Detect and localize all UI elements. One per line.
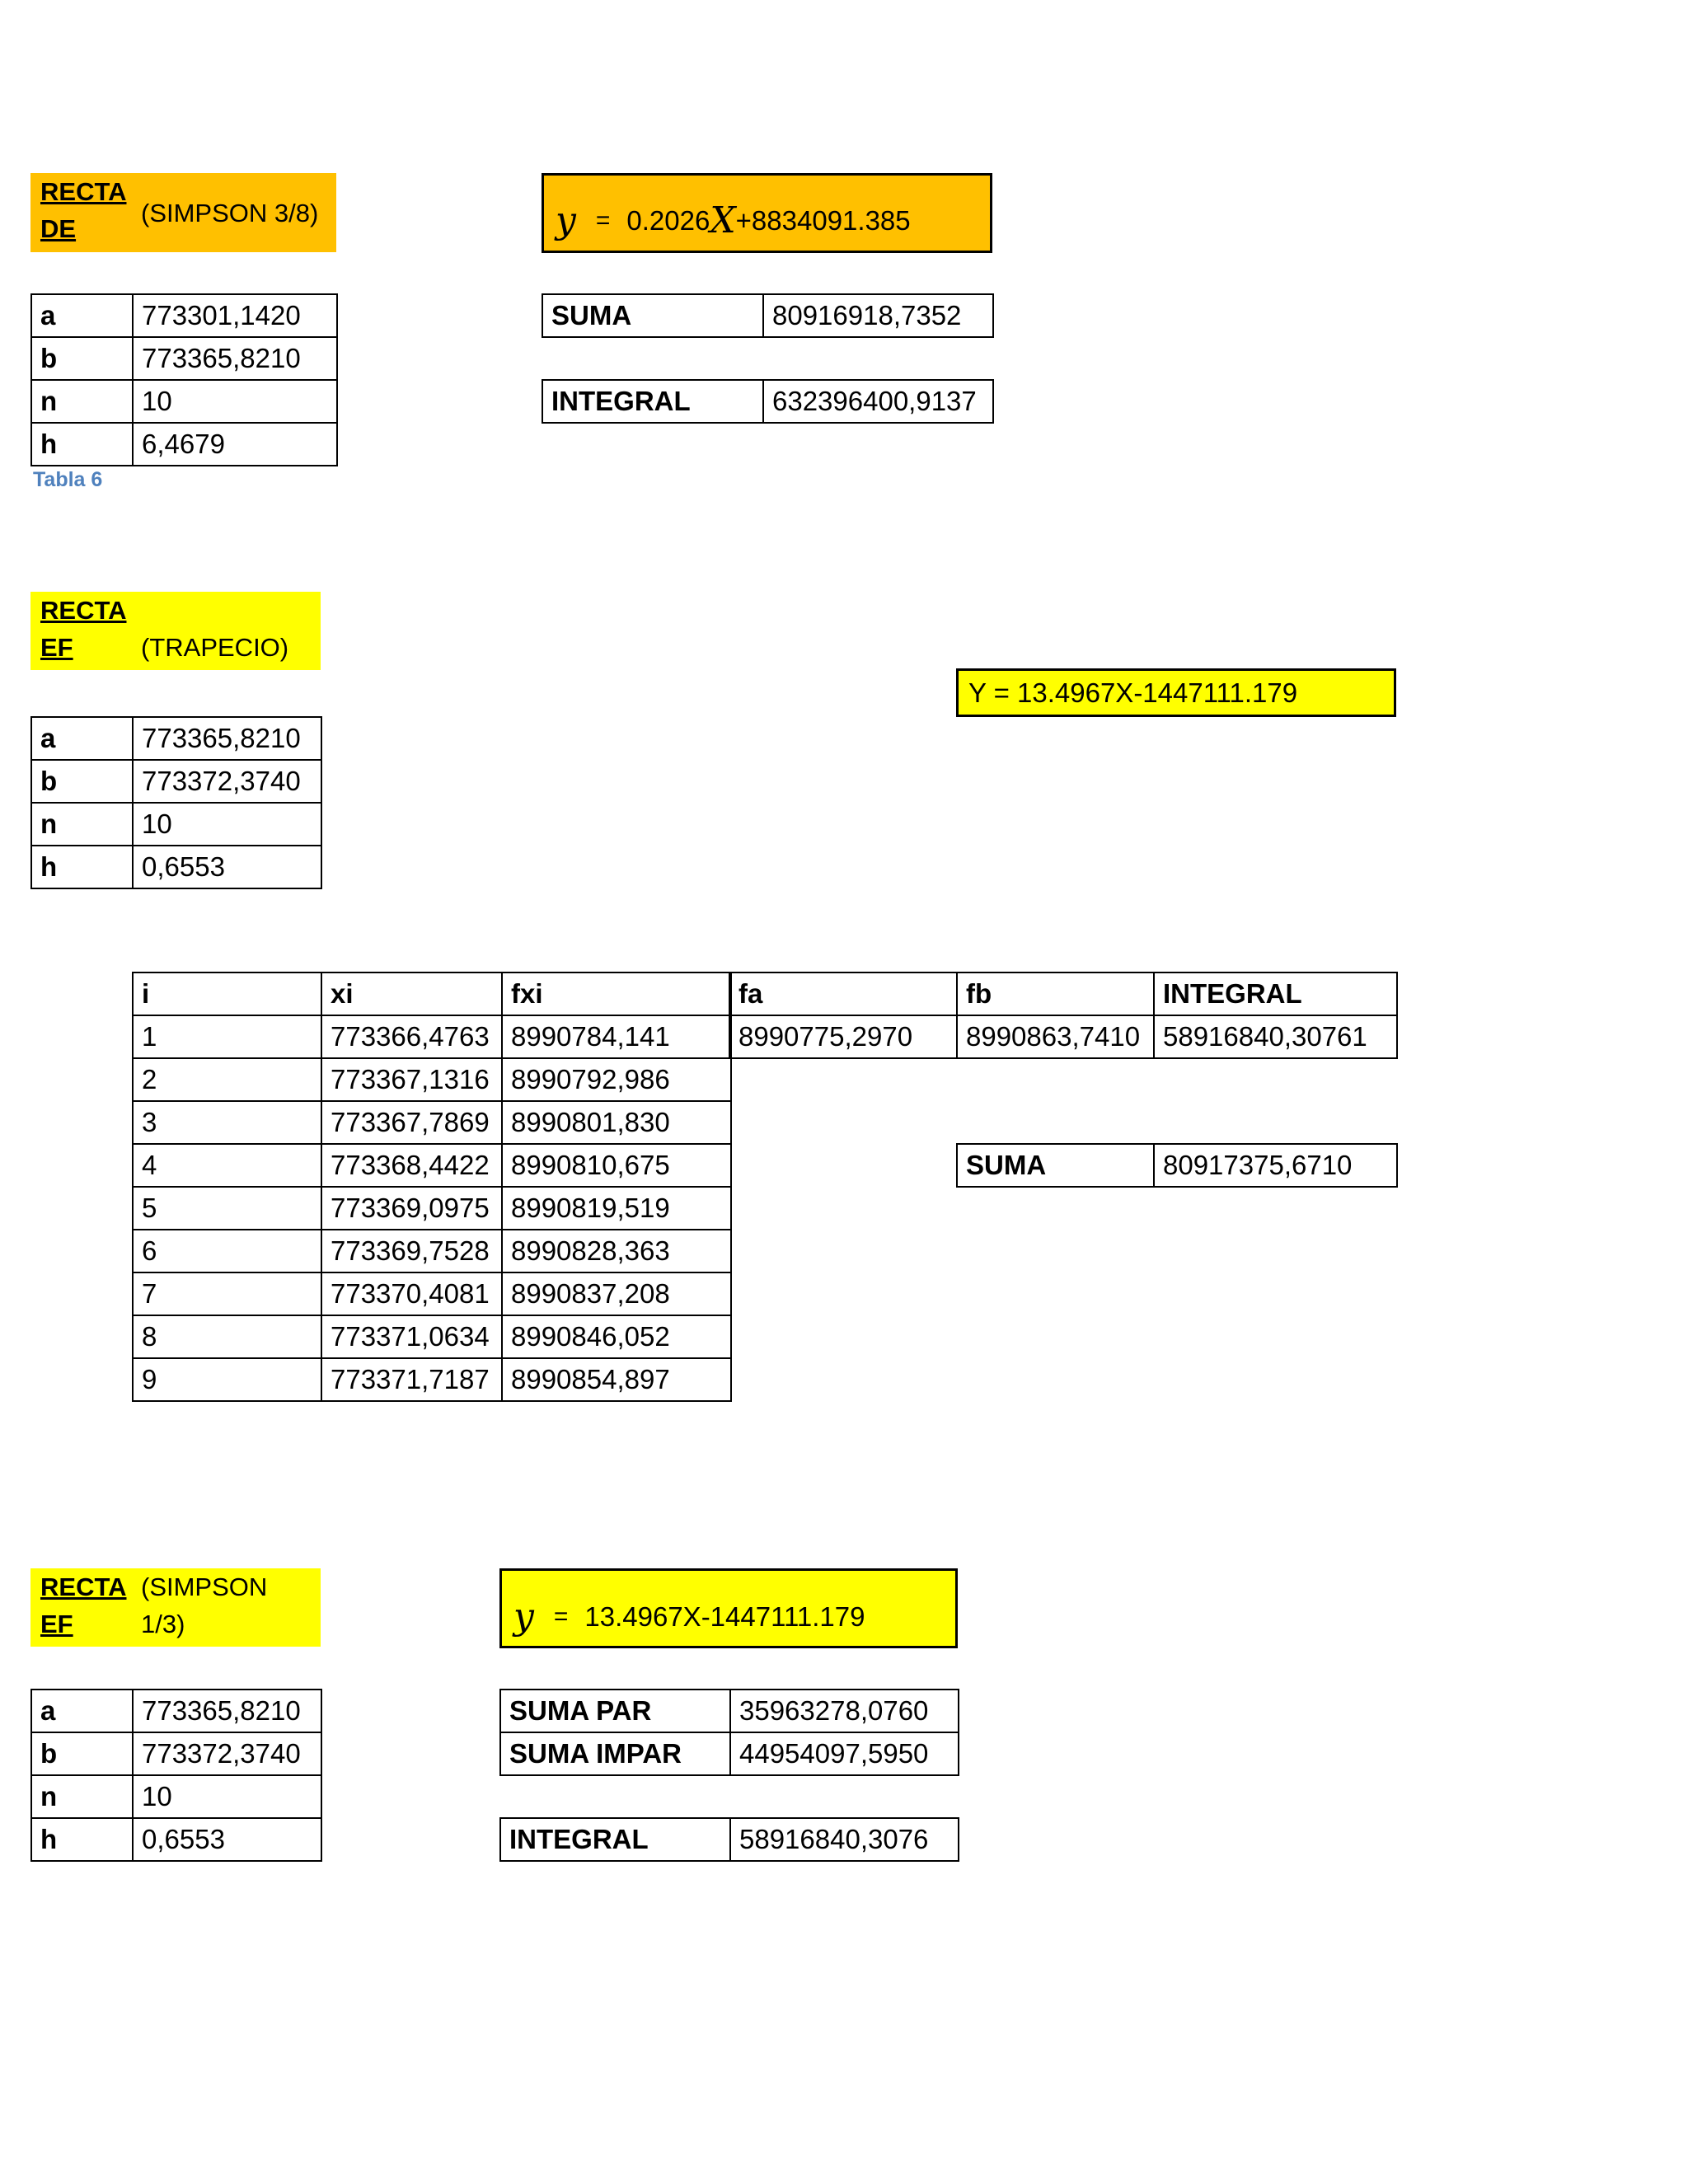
section2-iterations-table (132, 972, 732, 1402)
param-row (31, 1732, 321, 1775)
section3-method (131, 1568, 267, 1647)
suma-impar-value: 44954097,5950 (730, 1732, 959, 1775)
param-key: h (31, 423, 133, 466)
equation-coefficient: 0.2026 (626, 204, 710, 236)
section2-header (30, 592, 321, 670)
cell-xi: 773369,7528 (321, 1230, 502, 1272)
results-row (729, 1015, 1397, 1058)
header-fa: fa (729, 972, 957, 1015)
cell-i: 5 (133, 1187, 321, 1230)
suma-row (957, 1144, 1397, 1187)
param-value: 10 (133, 380, 337, 423)
suma-par-label: SUMA PAR (500, 1690, 730, 1732)
cell-fxi: 8990837,208 (502, 1272, 731, 1315)
title-line1: RECTA (40, 177, 127, 206)
header-integral: INTEGRAL (1154, 972, 1397, 1015)
cell-i: 8 (133, 1315, 321, 1358)
section3-integral-table (499, 1817, 959, 1862)
equation-intercept: +8834091.385 (735, 204, 911, 236)
table-row (133, 1272, 731, 1315)
equation-y-symbol: y (556, 199, 576, 241)
param-value: 773365,8210 (133, 717, 321, 760)
cell-xi: 773368,4422 (321, 1144, 502, 1187)
param-key: n (31, 803, 133, 846)
suma-par-row (500, 1690, 959, 1732)
section2-title (30, 592, 131, 670)
param-key: a (31, 1690, 133, 1732)
param-value: 0,6553 (133, 846, 321, 888)
param-key: n (31, 380, 133, 423)
equation-expression: 13.4967X-1447111.179 (584, 1601, 865, 1632)
param-row (31, 846, 321, 888)
section3-equation (499, 1568, 958, 1648)
param-value: 10 (133, 803, 321, 846)
section3-title (30, 1568, 131, 1647)
cell-i: 6 (133, 1230, 321, 1272)
equation-equals: = (595, 206, 611, 234)
param-row (31, 423, 337, 466)
section2-suma-table (956, 1143, 1398, 1188)
param-key: n (31, 1775, 133, 1818)
method-label: (SIMPSON 3/8) (141, 198, 319, 227)
table-row (133, 1187, 731, 1230)
param-value: 10 (133, 1775, 321, 1818)
cell-fxi: 8990810,675 (502, 1144, 731, 1187)
integral-label: INTEGRAL (542, 380, 763, 423)
equation-equals: = (553, 1602, 569, 1630)
suma-impar-row (500, 1732, 959, 1775)
param-row (31, 337, 337, 380)
title-line2: DE (40, 214, 77, 243)
suma-impar-label: SUMA IMPAR (500, 1732, 730, 1775)
table-row (133, 1101, 731, 1144)
section1-header (30, 173, 336, 252)
header-i: i (133, 972, 321, 1015)
title-line1: RECTA (40, 596, 127, 625)
param-row (31, 760, 321, 803)
param-row (31, 1775, 321, 1818)
param-value: 773301,1420 (133, 294, 337, 337)
cell-xi: 773371,7187 (321, 1358, 502, 1401)
section1-integral-table (542, 379, 994, 424)
integral-row (500, 1818, 959, 1861)
param-key: a (31, 717, 133, 760)
section1-equation (542, 173, 992, 253)
table-row (133, 1058, 731, 1101)
param-value: 773365,8210 (133, 337, 337, 380)
param-value: 0,6553 (133, 1818, 321, 1861)
param-key: b (31, 1732, 133, 1775)
table-row (133, 1315, 731, 1358)
param-row (31, 1818, 321, 1861)
integral-row (542, 380, 993, 423)
cell-fxi: 8990854,897 (502, 1358, 731, 1401)
cell-i: 9 (133, 1358, 321, 1401)
cell-fxi: 8990819,519 (502, 1187, 731, 1230)
cell-xi: 773370,4081 (321, 1272, 502, 1315)
equation-y-symbol: y (513, 1596, 534, 1638)
equation-x-symbol: X (710, 199, 736, 241)
table-row (133, 1144, 731, 1187)
section3-params-table (30, 1689, 322, 1862)
cell-i: 7 (133, 1272, 321, 1315)
cell-fxi: 8990846,052 (502, 1315, 731, 1358)
param-row (31, 803, 321, 846)
suma-label: SUMA (542, 294, 763, 337)
fa-value: 8990775,2970 (729, 1015, 957, 1058)
cell-i: 3 (133, 1101, 321, 1144)
cell-i: 2 (133, 1058, 321, 1101)
cell-xi: 773367,1316 (321, 1058, 502, 1101)
title-line2: EF (40, 633, 73, 662)
param-row (31, 1690, 321, 1732)
suma-value: 80916918,7352 (763, 294, 993, 337)
section1-method (131, 173, 318, 252)
param-row (31, 717, 321, 760)
section2-equation: Y = 13.4967X-1447111.179 (956, 668, 1396, 717)
param-value: 773365,8210 (133, 1690, 321, 1732)
table-row (133, 1015, 731, 1058)
cell-i: 4 (133, 1144, 321, 1187)
method-label: (TRAPECIO) (141, 633, 289, 662)
param-key: h (31, 1818, 133, 1861)
method-line1: (SIMPSON (141, 1572, 268, 1601)
section3-header (30, 1568, 321, 1647)
cell-fxi: 8990792,986 (502, 1058, 731, 1101)
param-value: 773372,3740 (133, 1732, 321, 1775)
param-value: 6,4679 (133, 423, 337, 466)
section1-title (30, 173, 131, 252)
integral-value: 58916840,30761 (1154, 1015, 1397, 1058)
suma-row (542, 294, 993, 337)
cell-xi: 773367,7869 (321, 1101, 502, 1144)
cell-fxi: 8990828,363 (502, 1230, 731, 1272)
cell-fxi: 8990784,141 (502, 1015, 731, 1058)
param-key: b (31, 337, 133, 380)
header-fxi: fxi (502, 972, 731, 1015)
section2-results-table (729, 972, 1398, 1059)
cell-xi: 773371,0634 (321, 1315, 502, 1358)
section3-sums-table (499, 1689, 959, 1776)
method-line2: 1/3) (141, 1610, 185, 1638)
section2-method (131, 592, 288, 670)
integral-label: INTEGRAL (500, 1818, 730, 1861)
cell-i: 1 (133, 1015, 321, 1058)
section2-params-table (30, 716, 322, 889)
table-row (133, 1230, 731, 1272)
title-line1: RECTA (40, 1572, 127, 1601)
suma-label: SUMA (957, 1144, 1154, 1187)
param-key: b (31, 760, 133, 803)
param-row (31, 294, 337, 337)
results-header-row (729, 972, 1397, 1015)
param-key: h (31, 846, 133, 888)
cell-fxi: 8990801,830 (502, 1101, 731, 1144)
param-value: 773372,3740 (133, 760, 321, 803)
header-xi: xi (321, 972, 502, 1015)
param-row (31, 380, 337, 423)
suma-par-value: 35963278,0760 (730, 1690, 959, 1732)
table-row (133, 1358, 731, 1401)
title-line2: EF (40, 1610, 73, 1638)
param-key: a (31, 294, 133, 337)
integral-value: 58916840,3076 (730, 1818, 959, 1861)
cell-xi: 773366,4763 (321, 1015, 502, 1058)
cell-xi: 773369,0975 (321, 1187, 502, 1230)
section1-params-table (30, 293, 338, 466)
header-fb: fb (957, 972, 1154, 1015)
fb-value: 8990863,7410 (957, 1015, 1154, 1058)
table-header-row (133, 972, 731, 1015)
integral-value: 632396400,9137 (763, 380, 993, 423)
table-caption: Tabla 6 (33, 468, 103, 491)
section1-suma-table (542, 293, 994, 338)
suma-value: 80917375,6710 (1154, 1144, 1397, 1187)
